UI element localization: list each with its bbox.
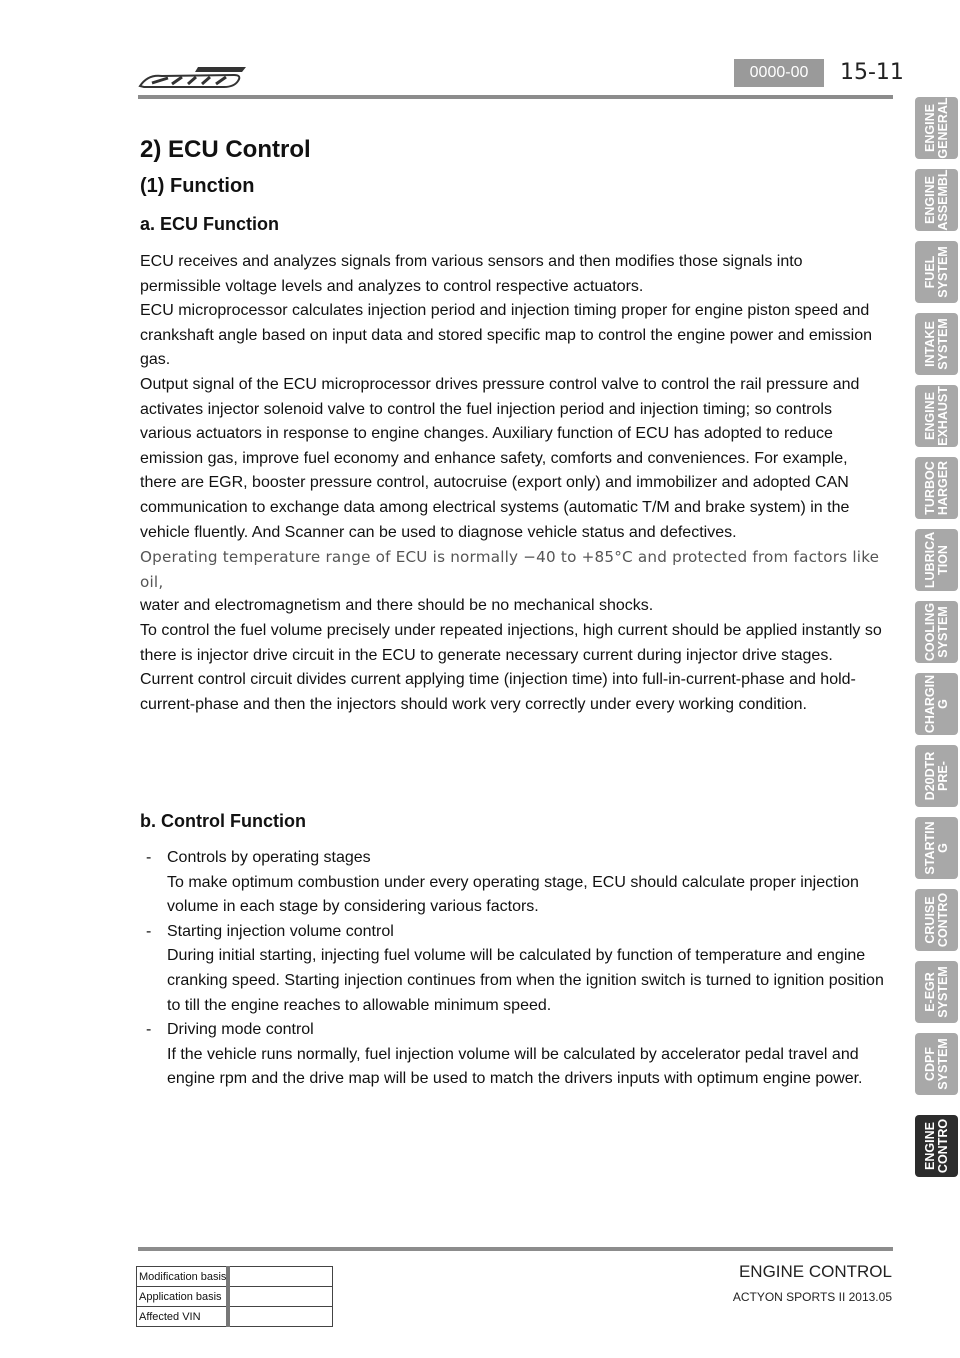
- table-cell-label: Application basis: [137, 1287, 229, 1307]
- tab-label: ENGINE CONTRO: [922, 1118, 950, 1174]
- list-dash: -: [146, 1021, 152, 1039]
- tab-starting[interactable]: [915, 817, 958, 879]
- tab-label: ENGINE ASSEMBL: [922, 169, 950, 231]
- section-title: 2) ECU Control: [140, 136, 311, 163]
- tab-label: ENGINE EXHAUST: [922, 386, 950, 446]
- paragraph: ECU receives and analyzes signals from various sensors and then modifies those signals into permissible voltage levels and analyzes to control respective actuators.: [140, 253, 803, 295]
- paragraph: To control the fuel volume precisely under repeated injections, high current should be applied instantly so there is injector drive circuit in the ECU to generate necessary current during injector drive stages. Current control circuit divides current applying time (injection time) into full-in-current-phase and hold-current-phase and then the injectors should work very correctly under every working condition.: [140, 621, 882, 713]
- table-row: [137, 1287, 333, 1307]
- tab-engine-control[interactable]: [915, 1115, 958, 1177]
- tab-label: E-EGR SYSTEM: [922, 966, 950, 1018]
- footer-chapter-title: ENGINE CONTROL: [738, 1262, 892, 1281]
- tab-engine-general[interactable]: [915, 97, 958, 159]
- tab-cooling-system[interactable]: [915, 601, 958, 663]
- tab-label: LUBRICA TION: [922, 531, 950, 589]
- table-cell-value: [228, 1267, 332, 1287]
- table-cell-label: Affected VIN: [137, 1307, 229, 1327]
- tab-cruise-control[interactable]: [915, 889, 958, 951]
- list-item-text: To make optimum combustion under every operating stage, ECU should calculate proper injection volume in each stage by considering various factors.: [167, 873, 859, 916]
- list-item: [140, 1018, 885, 1092]
- tab-d20dtr-pre[interactable]: [915, 745, 958, 807]
- list-dash: -: [146, 849, 152, 866]
- list-item-text: If the vehicle runs normally, fuel injection volume will be calculated by accelerator pedal travel and engine rpm and the drive map will be used to match the drivers inputs with optimum engine power.: [167, 1045, 863, 1088]
- tab-intake-system[interactable]: [915, 313, 958, 375]
- revision-table: [136, 1266, 333, 1327]
- list-item: [140, 920, 885, 1018]
- subsection-title: (1) Function: [140, 175, 255, 197]
- list-item-text: During initial starting, injecting fuel volume will be calculated by function of temperature and engine cranking speed. Starting injection continues from when the ignition switch is turned to ignition position to till the engine reaches to allowable minimum speed.: [167, 947, 884, 1014]
- tab-turbocharger[interactable]: [915, 457, 958, 519]
- tab-label: FUEL SYSTEM: [922, 246, 950, 298]
- tab-fuel-system[interactable]: [915, 241, 958, 303]
- tab-e-egr-system[interactable]: [915, 961, 958, 1023]
- table-cell-label: Modification basis: [137, 1267, 229, 1287]
- paragraph: water and electromagnetism and there should be no mechanical shocks.: [140, 597, 654, 615]
- tab-label: D20DTR PRE-: [922, 751, 950, 801]
- table-row: [137, 1307, 333, 1327]
- footer-model-date: ACTYON SPORTS II 2013.05: [732, 1290, 892, 1304]
- paragraph: Operating temperature range of ECU is normally −40 to +85°C and protected from factors like oil,: [140, 548, 880, 591]
- ecu-function-heading: a. ECU Function: [140, 214, 279, 234]
- table-cell-value: [228, 1287, 332, 1307]
- ecu-function-body: [140, 250, 885, 717]
- list-item-title: Controls by operating stages: [167, 849, 371, 866]
- control-function-heading: b. Control Function: [140, 811, 306, 831]
- tab-lubrication[interactable]: [915, 529, 958, 591]
- page-number: 15-11: [840, 60, 904, 85]
- list-item-title: Driving mode control: [167, 1021, 314, 1039]
- tab-label: STARTIN G: [922, 821, 950, 875]
- tab-label: ENGINE GENERAL: [922, 97, 950, 159]
- tab-charging[interactable]: [915, 673, 958, 735]
- header-rule: [138, 95, 893, 99]
- list-item-title: Starting injection volume control: [167, 922, 394, 940]
- list-item: [140, 846, 885, 920]
- tab-label: CRUISE CONTRO: [922, 892, 950, 948]
- tab-label: TURBOC HARGER: [922, 460, 950, 516]
- tab-cdpf-system[interactable]: [915, 1033, 958, 1095]
- tab-label: CHARGIN G: [922, 674, 950, 734]
- table-cell-value: [228, 1307, 332, 1327]
- tab-label: INTAKE SYSTEM: [922, 318, 950, 370]
- tab-label: COOLING SYSTEM: [922, 602, 950, 662]
- actyon-sports-logo: [138, 64, 250, 90]
- tab-engine-assembly[interactable]: [915, 169, 958, 231]
- tab-label: CDPF SYSTEM: [922, 1038, 950, 1090]
- paragraph: ECU microprocessor calculates injection period and injection timing proper for engine piston speed and crankshaft angle based on input data and stored specific map to control the engine power and emission gas.: [140, 302, 873, 369]
- paragraph: Output signal of the ECU microprocessor drives pressure control valve to control the rail pressure and activates injector solenoid valve to control the fuel injection period and injection timing; so controls various actuators in response to engine changes. Auxiliary function of ECU has adopted to reduce emission gas, improve fuel economy and enhance safety, comforts and conveniences. For example, there are EGR, booster pressure control, autocruise (export only) and immobilizer and adopted CAN communication to exchange data among electrical systems (automatic T/M and brake system) in the vehicle fluently. And Scanner can be used to diagnose vehicle status and defectives.: [140, 375, 860, 541]
- footer-rule: [138, 1247, 893, 1251]
- table-row: [137, 1267, 333, 1287]
- document-code-badge: 0000-00: [734, 59, 824, 87]
- tab-engine-exhaust[interactable]: [915, 385, 958, 447]
- list-dash: -: [146, 922, 152, 940]
- control-function-list: [140, 846, 885, 1092]
